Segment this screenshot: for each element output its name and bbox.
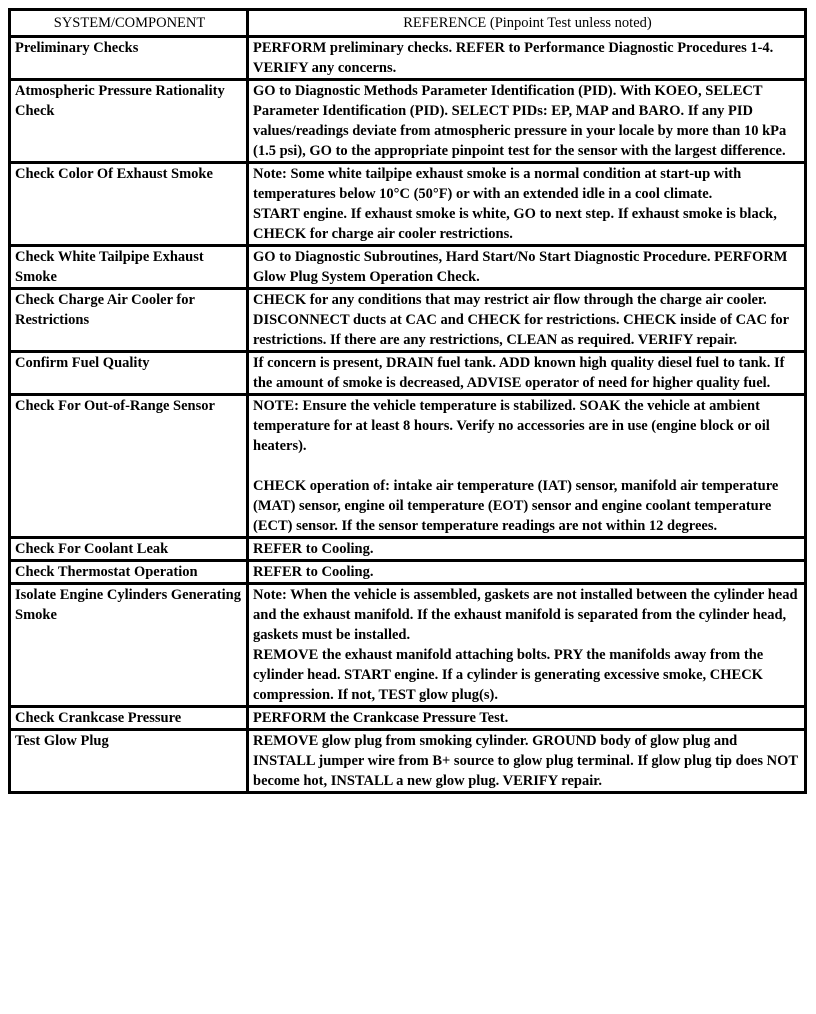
reference-paragraph: Note: When the vehicle is assembled, gaskets are not installed between the cylinder head and the exhaust manifold. If the exhaust manifold is separated from the cylinder head, gaskets must be installed. — [253, 587, 798, 643]
system-component-cell: Check White Tailpipe Exhaust Smoke — [10, 246, 248, 289]
reference-cell — [248, 584, 806, 707]
reference-cell — [248, 289, 806, 352]
table-body — [10, 37, 806, 793]
reference-paragraph: REMOVE glow plug from smoking cylinder. GROUND body of glow plug and INSTALL jumper wire from B+ source to glow plug terminal. If glow plug tip does NOT become hot, INSTALL a new glow plug. VERIFY repair. — [253, 733, 798, 789]
reference-paragraph: CHECK operation of: intake air temperature (IAT) sensor, manifold air temperature (MAT) sensor, engine oil temperature (EOT) sensor and engine coolant temperature (ECT) sensor. If the sensor temperature readings are not within 12 degrees. — [253, 478, 779, 534]
system-component-cell: Atmospheric Pressure Rationality Check — [10, 80, 248, 163]
table-row — [10, 352, 806, 395]
system-component-cell: Check Color Of Exhaust Smoke — [10, 163, 248, 246]
table-row — [10, 37, 806, 80]
table-row — [10, 584, 806, 707]
reference-cell — [248, 730, 806, 793]
system-component-cell: Check Thermostat Operation — [10, 561, 248, 584]
table-row — [10, 246, 806, 289]
reference-paragraph: PERFORM preliminary checks. REFER to Performance Diagnostic Procedures 1-4. VERIFY any concerns. — [253, 40, 774, 76]
reference-cell — [248, 538, 806, 561]
table-row — [10, 707, 806, 730]
reference-cell — [248, 707, 806, 730]
header-system-component: SYSTEM/COMPONENT — [10, 10, 248, 37]
table-row — [10, 289, 806, 352]
system-component-cell: Confirm Fuel Quality — [10, 352, 248, 395]
reference-paragraph: GO to Diagnostic Methods Parameter Identification (PID). With KOEO, SELECT Parameter Identification (PID). SELECT PIDs: EP, MAP and BARO. If any PID values/readings deviate from atmospheric pressure in your locale by more than 10 kPa (1.5 psi), GO to the appropriate pinpoint test for the sensor with the largest difference. — [253, 83, 787, 159]
table-row — [10, 395, 806, 538]
reference-paragraph: CHECK for any conditions that may restrict air flow through the charge air cooler. DISCONNECT ducts at CAC and CHECK for restrictions. CHECK inside of CAC for restrictions. If there are any restrictions, CLEAN as required. VERIFY repair. — [253, 292, 789, 348]
reference-paragraph: Note: Some white tailpipe exhaust smoke is a normal condition at start-up with temperatures below 10°C (50°F) or with an extended idle in a cool climate. — [253, 166, 742, 202]
header-reference: REFERENCE (Pinpoint Test unless noted) — [248, 10, 806, 37]
reference-paragraph: If concern is present, DRAIN fuel tank. ADD known high quality diesel fuel to tank. If the amount of smoke is decreased, ADVISE operator of need for higher quality fuel. — [253, 355, 785, 391]
table-row — [10, 561, 806, 584]
reference-cell — [248, 37, 806, 80]
reference-cell — [248, 163, 806, 246]
paragraph-gap — [253, 456, 802, 476]
reference-paragraph: START engine. If exhaust smoke is white, GO to next step. If exhaust smoke is black, CHECK for charge air cooler restrictions. — [253, 206, 777, 242]
reference-paragraph: NOTE: Ensure the vehicle temperature is stabilized. SOAK the vehicle at ambient temperature for at least 8 hours. Verify no accessories are in use (engine block or oil heaters). — [253, 398, 770, 454]
reference-paragraph: PERFORM the Crankcase Pressure Test. — [253, 710, 509, 726]
table-row — [10, 538, 806, 561]
system-component-cell: Check Charge Air Cooler for Restrictions — [10, 289, 248, 352]
reference-cell — [248, 80, 806, 163]
diagnostic-table — [8, 8, 807, 794]
table-header-row — [10, 10, 806, 37]
system-component-cell: Isolate Engine Cylinders Generating Smoke — [10, 584, 248, 707]
system-component-cell: Preliminary Checks — [10, 37, 248, 80]
reference-cell — [248, 561, 806, 584]
table-row — [10, 730, 806, 793]
table-row — [10, 80, 806, 163]
reference-cell — [248, 246, 806, 289]
system-component-cell: Check Crankcase Pressure — [10, 707, 248, 730]
reference-cell — [248, 395, 806, 538]
system-component-cell: Check For Out-of-Range Sensor — [10, 395, 248, 538]
system-component-cell: Check For Coolant Leak — [10, 538, 248, 561]
reference-cell — [248, 352, 806, 395]
reference-paragraph: GO to Diagnostic Subroutines, Hard Start/No Start Diagnostic Procedure. PERFORM Glow Plug System Operation Check. — [253, 249, 788, 285]
reference-paragraph: REFER to Cooling. — [253, 564, 374, 580]
table-row — [10, 163, 806, 246]
system-component-cell: Test Glow Plug — [10, 730, 248, 793]
reference-paragraph: REMOVE the exhaust manifold attaching bolts. PRY the manifolds away from the cylinder head. START engine. If a cylinder is generating excessive smoke, CHECK compression. If not, TEST glow plug(s). — [253, 647, 764, 703]
reference-paragraph: REFER to Cooling. — [253, 541, 374, 557]
